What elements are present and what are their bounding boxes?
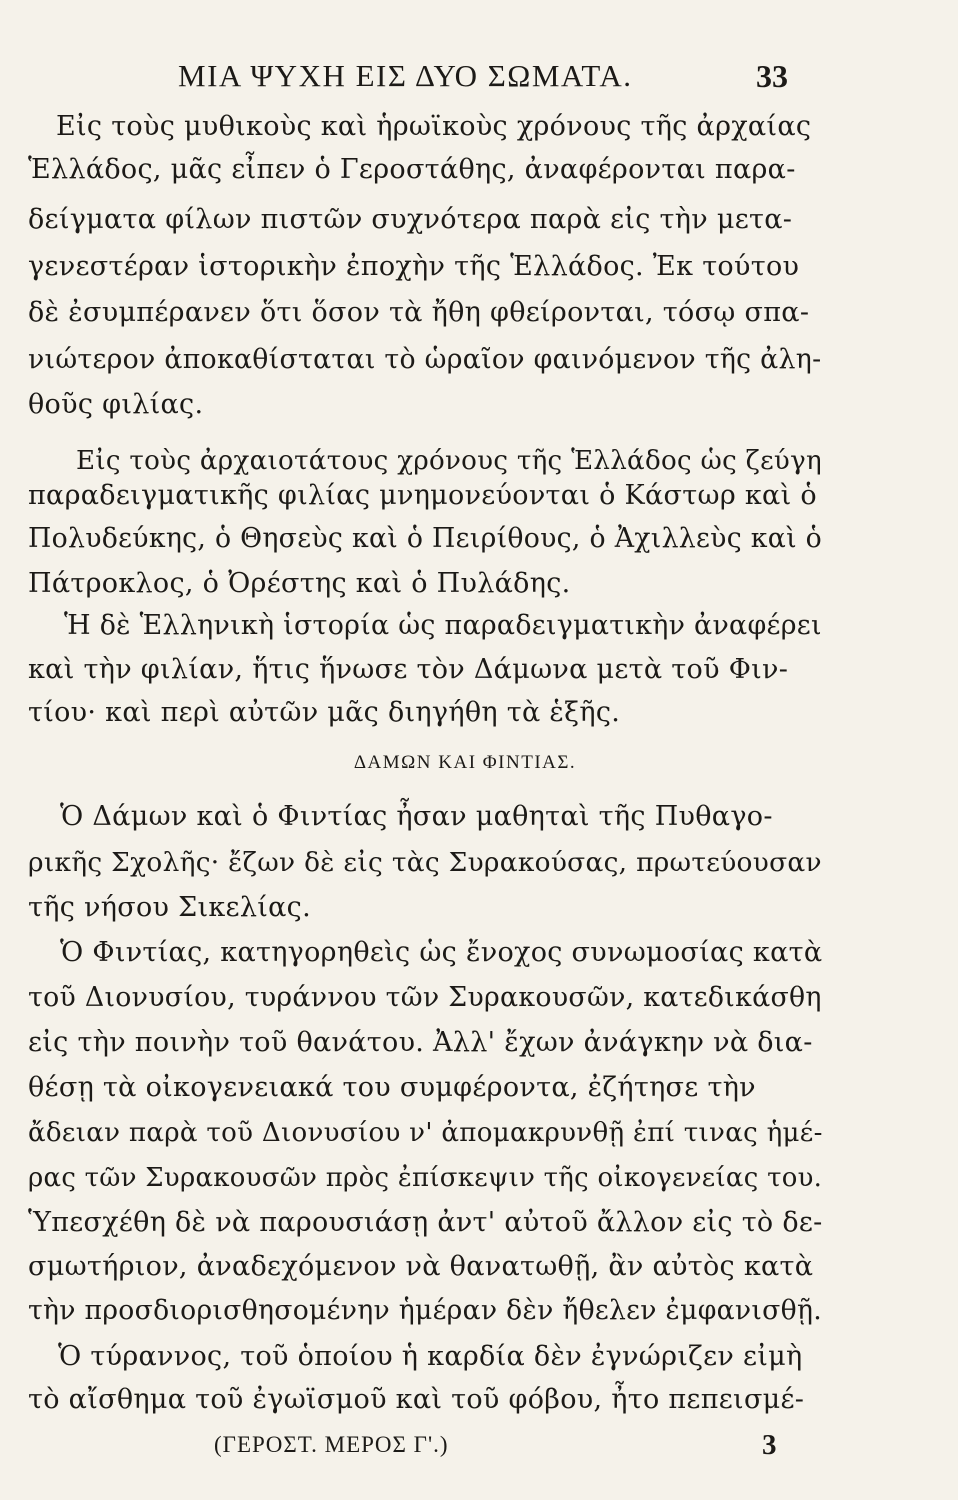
text-line: εἰς τὴν ποινὴν τοῦ θανάτου. Ἀλλ' ἔχων ἀνάγκην νὰ δια- [28,1027,813,1058]
text-line: τὴν προσδιορισθησομένην ἡμέραν δὲν ἤθελεν ἐμφανισθῇ. [28,1295,822,1326]
running-title: ΜΙΑ ΨΥΧΗ ΕΙΣ ΔΥΟ ΣΩΜΑΤΑ. [178,58,633,93]
text-line: δὲ ἐσυμπέρανεν ὅτι ὅσον τὰ ἤθη φθείρονται, τόσῳ σπα- [28,297,810,328]
text-line: τῆς νήσου Σικελίας. [28,892,311,923]
text-line: γενεστέραν ἱστορικὴν ἐποχὴν τῆς Ἑλλάδος. Ἐκ τούτου [28,251,800,282]
text-line: Ἡ δὲ Ἑλληνικὴ ἱστορία ὡς παραδειγματικὴν ἀναφέρει [64,610,822,641]
text-line: τίου· καὶ περὶ αὐτῶν μᾶς διηγήθη τὰ ἑξῆς. [28,697,621,728]
text-line: ρας τῶν Συρακουσῶν πρὸς ἐπίσκεψιν τῆς οἰκογενείας του. [28,1163,823,1193]
running-head [0,50,958,100]
text-line: Ὁ τύραννος, τοῦ ὁποίου ἡ καρδία δὲν ἐγνώριζεν εἰμὴ [58,1341,803,1372]
text-line: Εἰς τοὺς ἀρχαιοτάτους χρόνους τῆς Ἑλλάδος ὡς ζεύγη [76,446,822,476]
printer-signature: (ΓΕΡΟΣΤ. ΜΕΡΟΣ Γ'.) [214,1432,449,1457]
text-line: νιώτερον ἀποκαθίσταται τὸ ὡραῖον φαινόμενον τῆς ἀλη- [28,344,822,375]
text-line: ἄδειαν παρὰ τοῦ Διονυσίου ν' ἀπομακρυνθῇ ἐπί τινας ἡμέ- [28,1118,823,1148]
text-line: Πάτροκλος, ὁ Ὀρέστης καὶ ὁ Πυλάδης. [28,568,571,599]
text-line: σμωτήριον, ἀναδεχόμενον νὰ θανατωθῇ, ἂν αὐτὸς κατὰ [28,1251,814,1282]
text-line: δείγματα φίλων πιστῶν συχνότερα παρὰ εἰς τὴν μετα- [28,204,793,235]
text-line: τὸ αἴσθημα τοῦ ἐγωϊσμοῦ καὶ τοῦ φόβου, ἦτο πεπεισμέ- [28,1384,805,1415]
text-line: Πολυδεύκης, ὁ Θησεὺς καὶ ὁ Πειρίθους, ὁ Ἀχιλλεὺς καὶ ὁ [28,523,823,554]
text-line: θέσῃ τὰ οἰκογενειακά του συμφέροντα, ἐζήτησε τὴν [28,1072,756,1103]
text-line: παραδειγματικῆς φιλίας μνημονεύονται ὁ Κάστωρ καὶ ὁ [28,480,817,511]
text-line: θοῦς φιλίας. [28,389,204,420]
text-line: τοῦ Διονυσίου, τυράννου τῶν Συρακουσῶν, κατεδικάσθη [28,982,822,1013]
text-line: Ὁ Δάμων καὶ ὁ Φιντίας ἦσαν μαθηταὶ τῆς Πυθαγο- [60,801,773,832]
text-line: ρικῆς Σχολῆς· ἔζων δὲ εἰς τὰς Συρακούσας, πρωτεύουσαν [28,847,822,878]
text-line: Ὑπεσχέθη δὲ νὰ παρουσιάσῃ ἀντ' αὐτοῦ ἄλλον εἰς τὸ δε- [28,1207,823,1238]
text-line: Ὁ Φιντίας, κατηγορηθεὶς ὡς ἔνοχος συνωμοσίας κατὰ [60,937,823,968]
page-number: 33 [756,58,788,94]
text-line: καὶ τὴν φιλίαν, ἥτις ἥνωσε τὸν Δάμωνα μετὰ τοῦ Φιν- [28,654,789,685]
text-line: Εἰς τοὺς μυθικοὺς καὶ ἡρωϊκοὺς χρόνους τῆς ἀρχαίας [56,111,812,142]
sheet-number: 3 [762,1429,777,1461]
text-line: Ἑλλάδος, μᾶς εἶπεν ὁ Γεροστάθης, ἀναφέρονται παρα- [28,154,796,185]
section-heading: ΔΑΜΩΝ ΚΑΙ ΦΙΝΤΙΑΣ. [353,752,577,773]
